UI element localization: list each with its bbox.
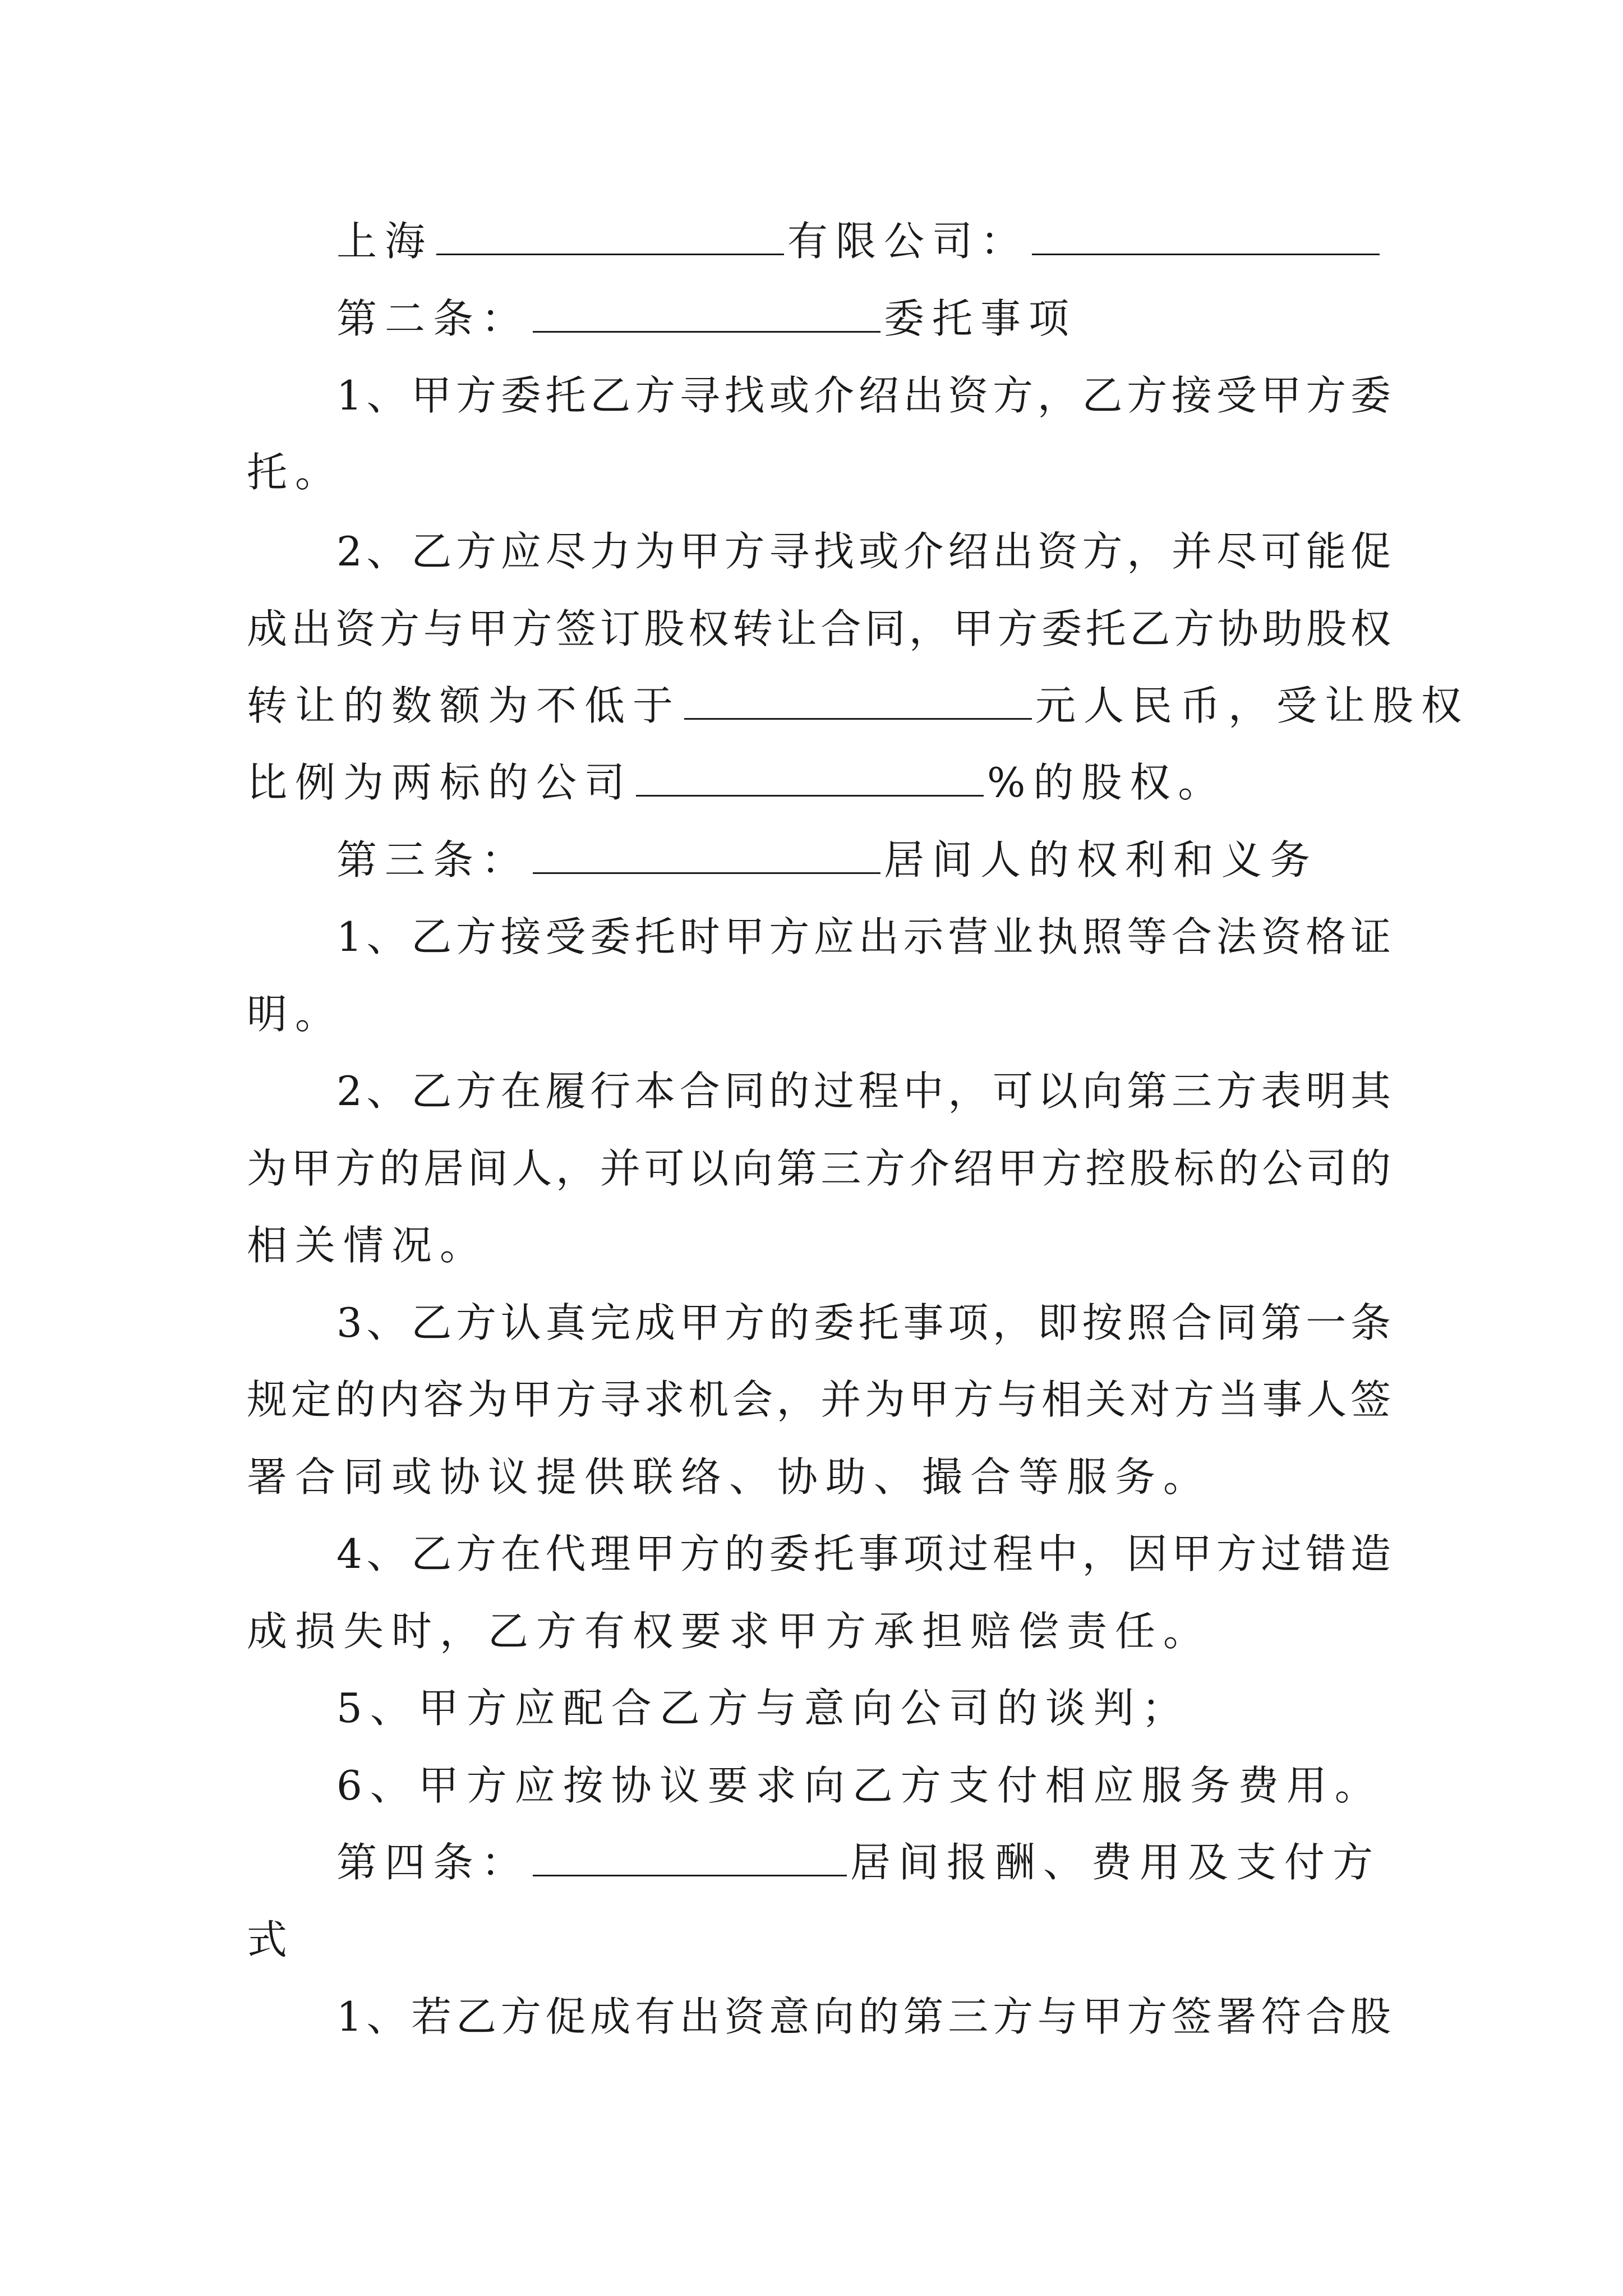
text-segment: 比例为两标的公司 [247, 759, 633, 806]
paragraph-line: 成损失时，乙方有权要求甲方承担赔偿责任。 [247, 1608, 1212, 1655]
paragraph-line: 式 [247, 1916, 296, 1963]
paragraph-line: 5、甲方应配合乙方与意向公司的谈判； [336, 1685, 1190, 1732]
paragraph-line: 托。 [247, 449, 344, 496]
fill-in-blank [533, 297, 880, 333]
paragraph-line: 为甲方的居间人，并可以向第三方介绍甲方控股标的公司的 [247, 1145, 1391, 1192]
paragraph-line: 1、若乙方促成有出资意向的第三方与甲方签署符合股 [336, 1993, 1391, 2040]
paragraph-line: 2、乙方在履行本合同的过程中，可以向第三方表明其 [336, 1068, 1391, 1115]
paragraph-line: 成出资方与甲方签订股权转让合同，甲方委托乙方协助股权 [247, 605, 1391, 652]
text-segment: 居间人的权利和义务 [884, 836, 1318, 884]
text-segment: 第二条： [336, 295, 530, 342]
fill-in-blank [436, 220, 784, 255]
text-segment: 第三条： [336, 836, 530, 884]
text-segment: 上海 [336, 218, 434, 265]
paragraph-line: 规定的内容为甲方寻求机会，并为甲方与相关对方当事人签 [247, 1376, 1391, 1423]
article-heading [336, 833, 1481, 887]
fill-in-blank [1032, 220, 1380, 255]
paragraph-line [247, 679, 1470, 733]
paragraph-line: 明。 [247, 991, 344, 1038]
text-segment: 居间报酬、费用及支付方 [850, 1839, 1381, 1886]
paragraph-line: 1、乙方接受委托时甲方应出示营业执照等合法资格证 [336, 913, 1391, 960]
article-heading [336, 292, 1481, 346]
paragraph-line: 署合同或协议提供联络、协助、撮合等服务。 [247, 1453, 1212, 1501]
paragraph-line: 3、乙方认真完成甲方的委托事项，即按照合同第一条 [336, 1299, 1391, 1346]
text-segment: 有限公司： [787, 218, 1029, 265]
paragraph-line: 4、乙方在代理甲方的委托事项过程中，因甲方过错造 [336, 1530, 1391, 1577]
paragraph-line: 相关情况。 [247, 1222, 488, 1269]
article-heading [336, 1835, 1481, 1889]
paragraph-line: 1、甲方委托乙方寻找或介绍出资方，乙方接受甲方委 [336, 372, 1391, 419]
fill-in-blank [533, 1841, 847, 1876]
paragraph-line [247, 756, 1391, 809]
paragraph-line: 2、乙方应尽力为甲方寻找或介绍出资方，并尽可能促 [336, 528, 1391, 575]
fill-in-blank [636, 761, 984, 797]
fill-in-blank [684, 684, 1032, 720]
fill-in-blank [533, 839, 880, 874]
company-signature-line [336, 214, 1481, 268]
paragraph-line: 6、甲方应按协议要求向乙方支付相应服务费用。 [336, 1762, 1383, 1809]
text-segment: 委托事项 [884, 295, 1077, 342]
text-segment: %的股权。 [987, 759, 1227, 806]
text-segment: 元人民币，受让股权 [1035, 682, 1470, 729]
text-segment: 第四条： [336, 1839, 530, 1886]
text-segment: 转让的数额为不低于 [247, 682, 681, 729]
